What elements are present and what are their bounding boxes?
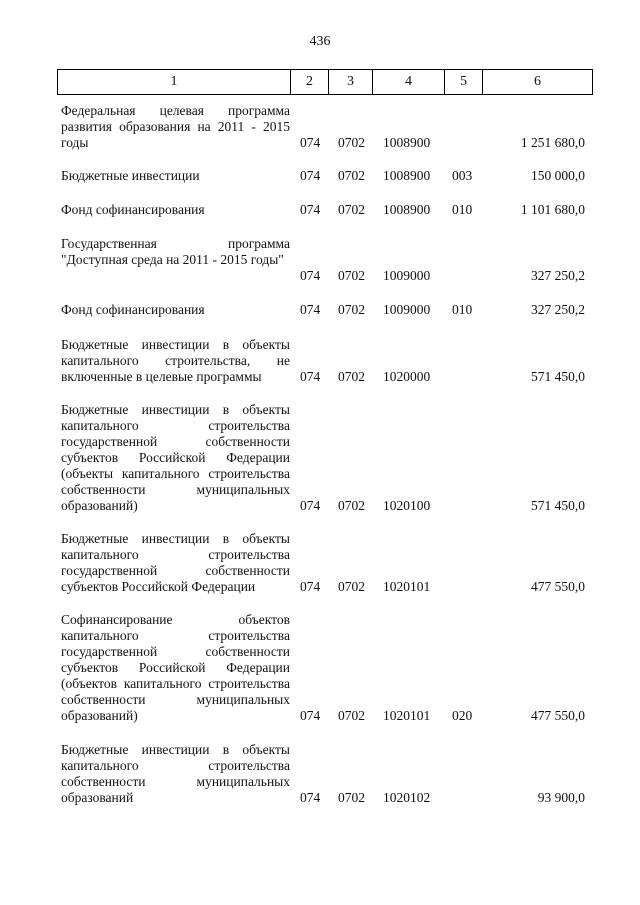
row-code-admin: 074 — [300, 135, 321, 150]
column-header-4: 4 — [373, 70, 445, 95]
row-code-target: 1008900 — [383, 135, 431, 150]
column-header-6: 6 — [483, 70, 593, 95]
column-header-2: 2 — [291, 70, 329, 95]
row-code-section: 0702 — [338, 168, 365, 183]
row-code-section: 0702 — [338, 302, 365, 317]
column-header-3: 3 — [329, 70, 373, 95]
row-description: Фонд софинансирования — [61, 302, 205, 317]
row-description: Федеральная целевая программа развития образования на 2011 - 2015 годы — [61, 103, 290, 150]
row-code-target: 1020000 — [383, 369, 431, 384]
row-code-section: 0702 — [338, 202, 365, 217]
row-code-admin: 074 — [300, 369, 321, 384]
row-code-target: 1009000 — [383, 268, 431, 283]
row-amount: 93 900,0 — [537, 790, 585, 805]
page-number: 436 — [309, 34, 331, 49]
row-code-section: 0702 — [338, 790, 365, 805]
row-code-type: 003 — [452, 168, 473, 183]
row-amount: 327 250,2 — [531, 302, 585, 317]
row-code-admin: 074 — [300, 790, 321, 805]
row-description: Бюджетные инвестиции в объекты капитального строительства, не включенные в целевые программы — [61, 337, 290, 384]
row-code-target: 1009000 — [383, 302, 431, 317]
row-code-section: 0702 — [338, 708, 365, 723]
row-amount: 571 450,0 — [531, 369, 585, 384]
column-header-row — [58, 70, 593, 95]
row-code-type: 010 — [452, 202, 473, 217]
column-header-1: 1 — [58, 70, 291, 95]
row-code-admin: 074 — [300, 498, 321, 513]
row-description: Софинансирование объектов капитального строительства государственной собственности субъектов Российской Федерации (объектов капитального строительства собственности муниципальных образований) — [61, 612, 290, 723]
row-code-target: 1020100 — [383, 498, 431, 513]
row-amount: 1 251 680,0 — [520, 135, 585, 150]
row-code-section: 0702 — [338, 498, 365, 513]
row-code-target: 1008900 — [383, 202, 431, 217]
row-code-admin: 074 — [300, 202, 321, 217]
row-description: Государственная программа "Доступная среда на 2011 - 2015 годы" — [61, 236, 290, 267]
row-code-target: 1008900 — [383, 168, 431, 183]
row-description: Бюджетные инвестиции в объекты капитального строительства государственной собственности субъектов Российской Федерации — [61, 531, 290, 594]
row-code-target: 1020101 — [383, 708, 431, 723]
row-code-section: 0702 — [338, 135, 365, 150]
row-amount: 150 000,0 — [531, 168, 585, 183]
row-description: Бюджетные инвестиции — [61, 168, 200, 183]
row-code-section: 0702 — [338, 579, 365, 594]
row-description: Бюджетные инвестиции в объекты капитального строительства государственной собственности субъектов Российской Федерации (объекты капитального строительства собственности муниципальных образований) — [61, 402, 290, 513]
column-header-5: 5 — [445, 70, 483, 95]
row-code-admin: 074 — [300, 268, 321, 283]
row-code-target: 1020101 — [383, 579, 431, 594]
row-amount: 477 550,0 — [531, 708, 585, 723]
row-description: Бюджетные инвестиции в объекты капитального строительства собственности муниципальных образований — [61, 742, 290, 805]
row-code-admin: 074 — [300, 168, 321, 183]
row-code-target: 1020102 — [383, 790, 431, 805]
row-code-section: 0702 — [338, 268, 365, 283]
row-code-admin: 074 — [300, 302, 321, 317]
row-amount: 477 550,0 — [531, 579, 585, 594]
row-amount: 327 250,2 — [531, 268, 585, 283]
row-code-type: 010 — [452, 302, 473, 317]
row-code-type: 020 — [452, 708, 473, 723]
row-code-admin: 074 — [300, 579, 321, 594]
row-code-admin: 074 — [300, 708, 321, 723]
row-code-section: 0702 — [338, 369, 365, 384]
row-amount: 1 101 680,0 — [520, 202, 585, 217]
row-description: Фонд софинансирования — [61, 202, 205, 217]
row-amount: 571 450,0 — [531, 498, 585, 513]
column-header-table — [57, 69, 593, 95]
